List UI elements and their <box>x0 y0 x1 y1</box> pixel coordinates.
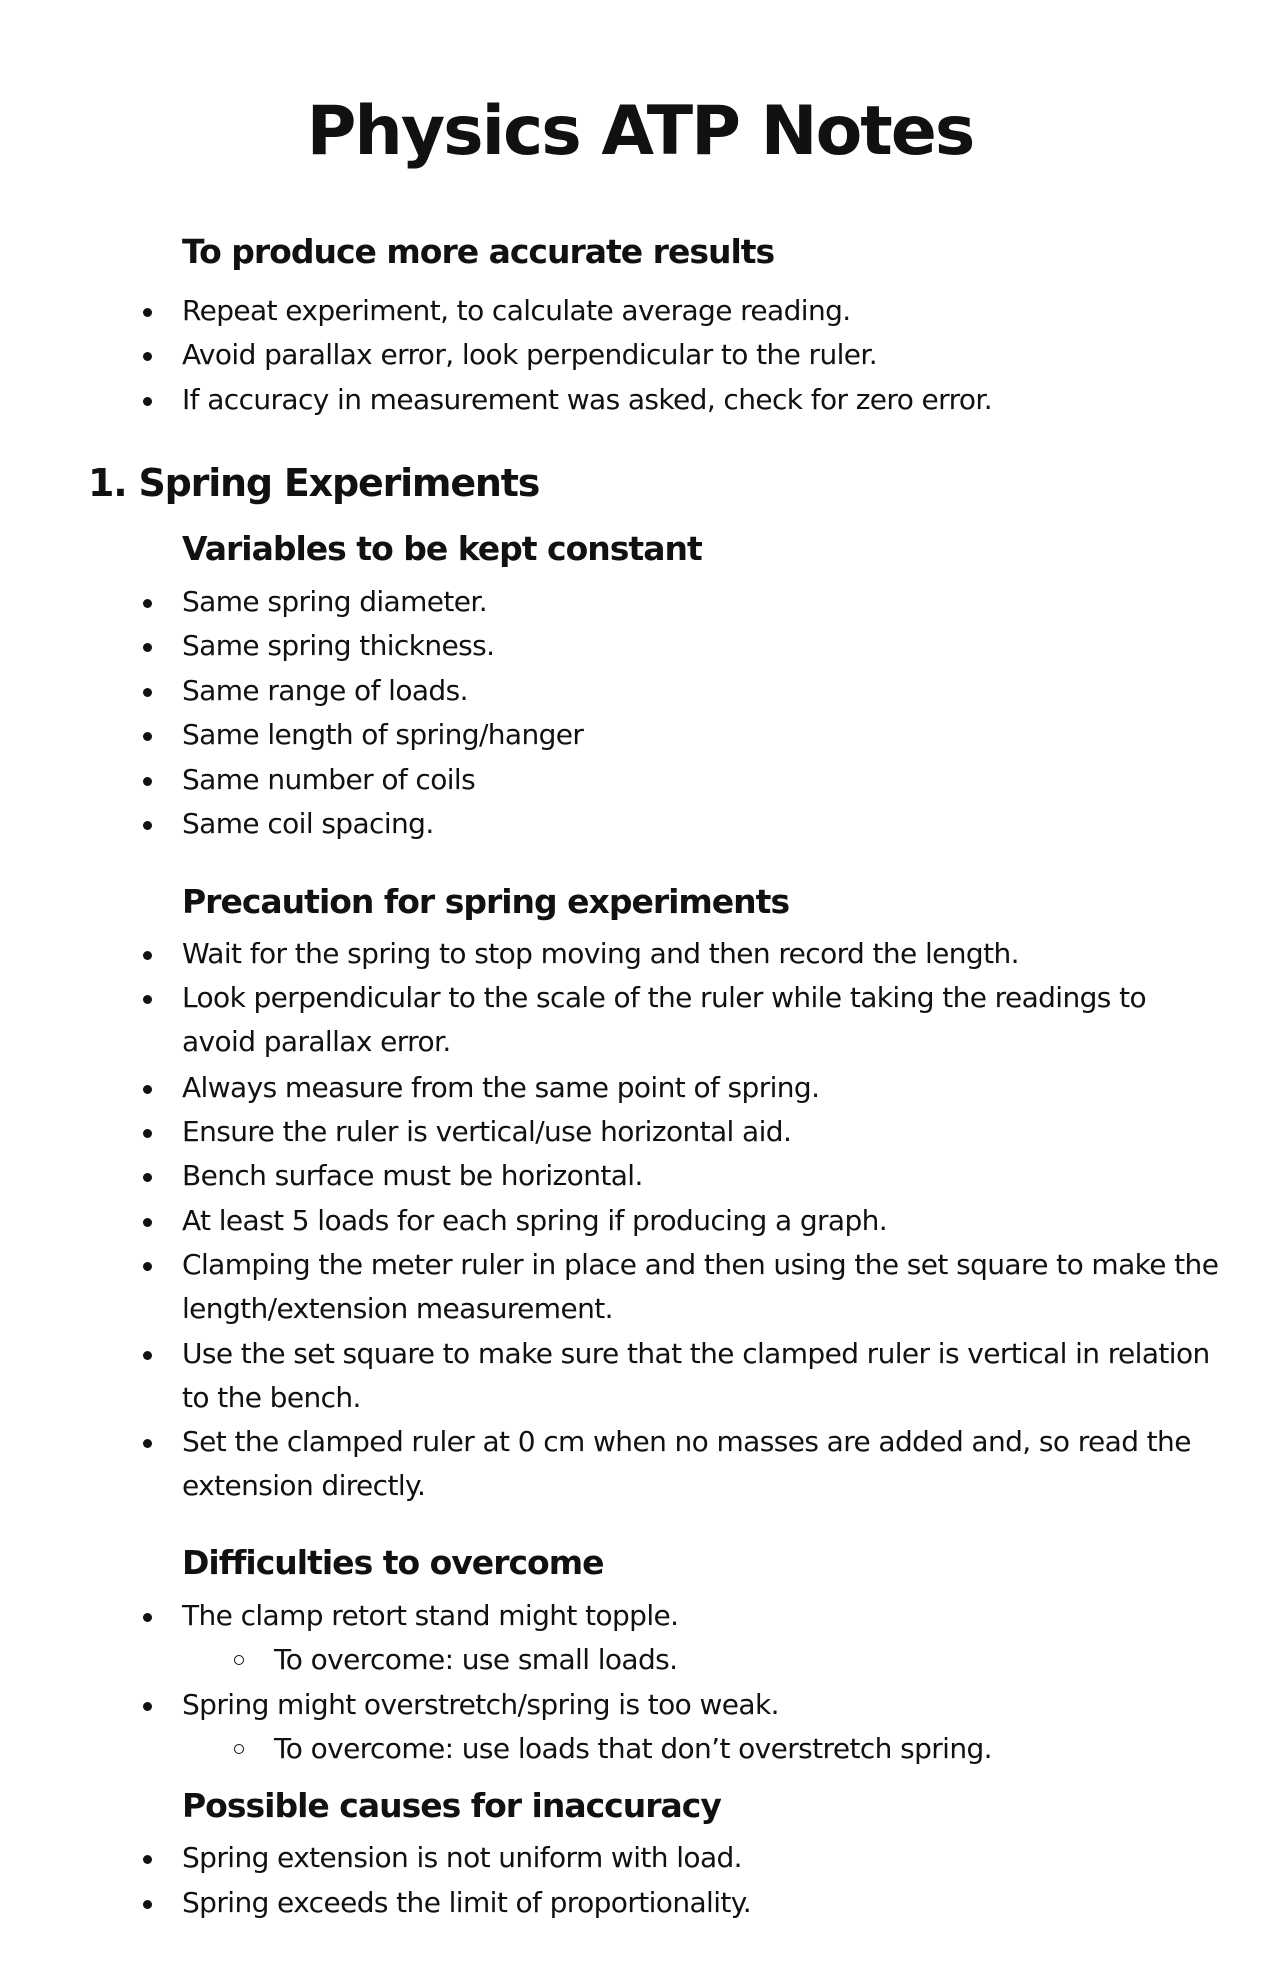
list-item: If accuracy in measurement was asked, check for zero error. <box>182 378 1222 422</box>
list-item: Always measure from the same point of spring. <box>182 1066 1222 1110</box>
inaccuracy-heading: Possible causes for inaccuracy <box>182 1786 721 1825</box>
list-item: Spring might overstretch/spring is too weak. <box>182 1683 1222 1727</box>
list-item: Use the set square to make sure that the clamped ruler is vertical in relation to the bench. <box>182 1332 1222 1420</box>
list-item: Same spring diameter. <box>182 580 1222 624</box>
list-item: Same coil spacing. <box>182 802 1222 846</box>
precautions-heading: Precaution for spring experiments <box>182 882 790 921</box>
list-item: Spring extension is not uniform with load. <box>182 1836 1222 1880</box>
difficulties-heading: Difficulties to overcome <box>182 1543 604 1582</box>
accuracy-heading: To produce more accurate results <box>182 232 775 271</box>
section-heading-spring: 1. Spring Experiments <box>88 461 540 505</box>
page-title: Physics ATP Notes <box>306 92 974 171</box>
list-item: Set the clamped ruler at 0 cm when no masses are added and, so read the extension directly. <box>182 1420 1222 1508</box>
sub-list-item: To overcome: use small loads. <box>274 1638 1224 1682</box>
list-item: Same spring thickness. <box>182 624 1222 668</box>
list-item: The clamp retort stand might topple. <box>182 1594 1222 1638</box>
list-item: Spring exceeds the limit of proportionality. <box>182 1881 1222 1925</box>
sub-list-item: To overcome: use loads that don’t overstretch spring. <box>274 1727 1224 1771</box>
list-item: Avoid parallax error, look perpendicular to the ruler. <box>182 333 1222 377</box>
list-item: Wait for the spring to stop moving and then record the length. <box>182 932 1222 976</box>
list-item: Same range of loads. <box>182 669 1222 713</box>
list-item: Clamping the meter ruler in place and then using the set square to make the length/extension measurement. <box>182 1243 1222 1331</box>
list-item: Same length of spring/hanger <box>182 713 1222 757</box>
list-item: Look perpendicular to the scale of the ruler while taking the readings to avoid parallax error. <box>182 976 1222 1064</box>
list-item: At least 5 loads for each spring if producing a graph. <box>182 1199 1222 1243</box>
variables-heading: Variables to be kept constant <box>182 529 702 568</box>
list-item: Ensure the ruler is vertical/use horizontal aid. <box>182 1110 1222 1154</box>
list-item: Repeat experiment, to calculate average reading. <box>182 289 1222 333</box>
list-item: Bench surface must be horizontal. <box>182 1154 1222 1198</box>
list-item: Same number of coils <box>182 758 1222 802</box>
